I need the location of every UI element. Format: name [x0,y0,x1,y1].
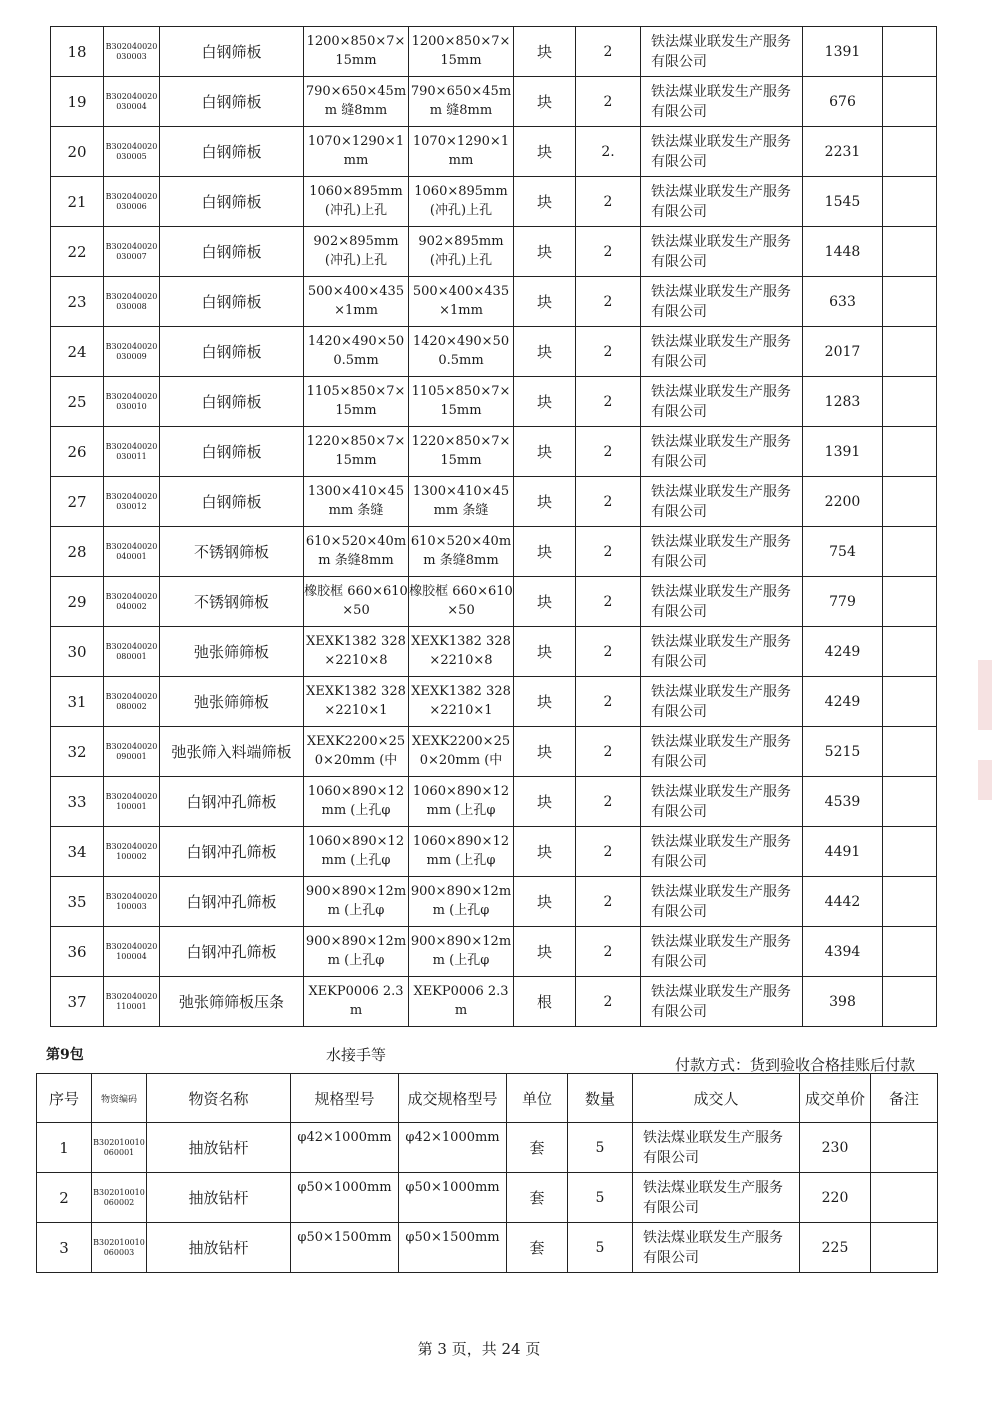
cell-seq: 35 [51,877,104,927]
cell-unit: 块 [514,527,576,577]
cell-spec: 610×520×40mm 条缝8mm [304,527,409,577]
items-table-continued [50,26,937,1027]
cell-note [883,977,937,1027]
cell-note [883,327,937,377]
cell-quantity: 2 [576,877,641,927]
cell-note [883,877,937,927]
cell-material-name: 白钢冲孔筛板 [160,827,304,877]
table-row [51,77,937,127]
cell-note [871,1173,938,1223]
cell-quantity: 2 [576,777,641,827]
cell-spec: 1060×895mm (冲孔)上孔 [304,177,409,227]
cell-material-name: 弛张筛筛板 [160,677,304,727]
cell-vendor: 铁法煤业联发生产服务有限公司 [641,927,803,977]
cell-quantity: 2 [576,977,641,1027]
cell-material-name: 白钢筛板 [160,77,304,127]
cell-spec: XEXK1382 328×2210×1 [304,677,409,727]
cell-vendor: 铁法煤业联发生产服务有限公司 [633,1173,800,1223]
cell-vendor: 铁法煤业联发生产服务有限公司 [641,577,803,627]
cell-deal-spec: 1060×890×12mm (上孔φ [409,827,514,877]
cell-vendor: 铁法煤业联发生产服务有限公司 [641,677,803,727]
cell-unit: 块 [514,327,576,377]
table-row [51,627,937,677]
cell-spec: 橡胶框 660×610×50 [304,577,409,627]
cell-seq: 2 [37,1173,92,1223]
table-row [51,927,937,977]
cell-material-code: B302040020040002 [104,577,160,627]
cell-spec: 1200×850×7×15mm [304,27,409,77]
cell-material-name: 白钢筛板 [160,227,304,277]
cell-unit: 套 [507,1123,568,1173]
cell-vendor: 铁法煤业联发生产服务有限公司 [633,1223,800,1273]
cell-unit: 块 [514,77,576,127]
cell-unit: 块 [514,127,576,177]
cell-unit: 块 [514,727,576,777]
cell-material-code: B302040020030012 [104,477,160,527]
payment-terms: 付款方式：货到验收合格挂账后付款 [674,1056,915,1074]
cell-material-code: B302010010060001 [92,1123,147,1173]
cell-deal-spec: XEXK1382 328×2210×1 [409,677,514,727]
cell-seq: 20 [51,127,104,177]
cell-seq: 32 [51,727,104,777]
cell-material-name: 白钢筛板 [160,327,304,377]
cell-material-name: 白钢筛板 [160,177,304,227]
cell-vendor: 铁法煤业联发生产服务有限公司 [641,977,803,1027]
cell-material-code: B302040020110001 [104,977,160,1027]
table-row [51,677,937,727]
cell-deal-spec: 1070×1290×1mm [409,127,514,177]
cell-quantity: 2 [576,627,641,677]
cell-material-code: B302040020090001 [104,727,160,777]
cell-quantity: 2 [576,77,641,127]
cell-material-name: 白钢冲孔筛板 [160,777,304,827]
cell-material-code: B302040020030006 [104,177,160,227]
cell-seq: 22 [51,227,104,277]
cell-deal-spec: XEXK2200×250×20mm (中 [409,727,514,777]
cell-unit-price: 398 [803,977,883,1027]
table-row [51,227,937,277]
cell-quantity: 5 [568,1223,633,1273]
cell-spec: φ50×1000mm [291,1173,399,1223]
cell-seq: 28 [51,527,104,577]
table-row [51,427,937,477]
cell-unit-price: 779 [803,577,883,627]
cell-spec: 902×895mm (冲孔)上孔 [304,227,409,277]
cell-quantity: 2 [576,227,641,277]
cell-deal-spec: 900×890×12mm (上孔φ [409,927,514,977]
cell-deal-spec: φ50×1500mm [399,1223,507,1273]
cell-unit: 块 [514,627,576,677]
cell-unit: 块 [514,777,576,827]
cell-seq: 27 [51,477,104,527]
cell-vendor: 铁法煤业联发生产服务有限公司 [641,377,803,427]
package-header [36,1042,937,1074]
cell-note [883,777,937,827]
scan-edge-mark [978,660,992,730]
cell-material-code: B302040020030007 [104,227,160,277]
cell-unit-price: 1545 [803,177,883,227]
cell-quantity: 2 [576,277,641,327]
cell-unit: 块 [514,677,576,727]
cell-material-code: B302010010060002 [92,1173,147,1223]
cell-deal-spec: φ42×1000mm [399,1123,507,1173]
cell-quantity: 5 [568,1123,633,1173]
table-row [51,477,937,527]
cell-quantity: 2 [576,477,641,527]
cell-spec: 1060×890×12mm (上孔φ [304,777,409,827]
cell-material-code: B302040020030010 [104,377,160,427]
cell-note [883,127,937,177]
cell-material-code: B302040020030004 [104,77,160,127]
cell-material-code: B302040020100002 [104,827,160,877]
cell-note [883,677,937,727]
cell-deal-spec: 橡胶框 660×610×50 [409,577,514,627]
cell-note [883,77,937,127]
table-row [51,177,937,227]
cell-unit-price: 4442 [803,877,883,927]
cell-seq: 29 [51,577,104,627]
cell-quantity: 2 [576,327,641,377]
package-title: 水接手等 [326,1046,387,1064]
cell-vendor: 铁法煤业联发生产服务有限公司 [641,727,803,777]
table-row [51,727,937,777]
cell-deal-spec: 1060×895mm (冲孔)上孔 [409,177,514,227]
cell-unit: 块 [514,427,576,477]
cell-seq: 30 [51,627,104,677]
table-row [51,877,937,927]
header-unit: 单位 [507,1074,568,1123]
header-code: 物资编码 [92,1074,147,1123]
cell-note [871,1123,938,1173]
cell-vendor: 铁法煤业联发生产服务有限公司 [641,777,803,827]
cell-deal-spec: 1420×490×50 0.5mm [409,327,514,377]
header-spec: 规格型号 [291,1074,399,1123]
cell-unit: 块 [514,277,576,327]
cell-material-code: B302040020030003 [104,27,160,77]
cell-unit: 块 [514,577,576,627]
cell-material-code: B302040020040001 [104,527,160,577]
cell-material-code: B302040020030005 [104,127,160,177]
cell-deal-spec: 500×400×435×1mm [409,277,514,327]
cell-seq: 23 [51,277,104,327]
cell-quantity: 2. [576,127,641,177]
cell-material-name: 弛张筛筛板压条 [160,977,304,1027]
cell-material-name: 白钢冲孔筛板 [160,877,304,927]
table-row [51,977,937,1027]
cell-vendor: 铁法煤业联发生产服务有限公司 [641,277,803,327]
cell-unit-price: 633 [803,277,883,327]
cell-note [883,577,937,627]
cell-material-code: B302040020100001 [104,777,160,827]
cell-note [883,227,937,277]
cell-quantity: 2 [576,177,641,227]
cell-unit: 块 [514,477,576,527]
cell-material-name: 弛张筛筛板 [160,627,304,677]
cell-material-name: 白钢筛板 [160,377,304,427]
cell-unit-price: 1283 [803,377,883,427]
cell-spec: 1060×890×12mm (上孔φ [304,827,409,877]
cell-deal-spec: 1220×850×7×15mm [409,427,514,477]
cell-unit: 块 [514,27,576,77]
cell-quantity: 2 [576,427,641,477]
cell-seq: 37 [51,977,104,1027]
cell-unit: 套 [507,1173,568,1223]
cell-deal-spec: 1200×850×7×15mm [409,27,514,77]
cell-material-code: B302040020100004 [104,927,160,977]
cell-note [871,1223,938,1273]
cell-seq: 25 [51,377,104,427]
cell-quantity: 5 [568,1173,633,1223]
table-row [51,277,937,327]
cell-spec: 1300×410×45mm 条缝 [304,477,409,527]
cell-material-code: B302040020080002 [104,677,160,727]
cell-spec: 790×650×45mm 缝8mm [304,77,409,127]
cell-seq: 33 [51,777,104,827]
header-seq: 序号 [37,1074,92,1123]
cell-note [883,527,937,577]
cell-quantity: 2 [576,827,641,877]
cell-material-name: 不锈钢筛板 [160,527,304,577]
cell-deal-spec: 610×520×40mm 条缝8mm [409,527,514,577]
cell-unit-price: 1391 [803,427,883,477]
table-row [51,27,937,77]
table-row [51,327,937,377]
cell-vendor: 铁法煤业联发生产服务有限公司 [641,77,803,127]
cell-material-name: 白钢筛板 [160,127,304,177]
cell-deal-spec: 900×890×12mm (上孔φ [409,877,514,927]
cell-material-name: 白钢筛板 [160,427,304,477]
cell-quantity: 2 [576,527,641,577]
cell-vendor: 铁法煤业联发生产服务有限公司 [641,827,803,877]
page-number: 第 3 页，共 24 页 [417,1340,541,1358]
cell-unit-price: 4539 [803,777,883,827]
cell-deal-spec: 1060×890×12mm (上孔φ [409,777,514,827]
cell-material-name: 弛张筛入料端筛板 [160,727,304,777]
cell-quantity: 2 [576,577,641,627]
cell-seq: 34 [51,827,104,877]
cell-deal-spec: XEKP0006 2.3m [409,977,514,1027]
cell-material-name: 白钢筛板 [160,277,304,327]
cell-vendor: 铁法煤业联发生产服务有限公司 [641,177,803,227]
table-row [51,527,937,577]
cell-material-code: B302040020030011 [104,427,160,477]
table-row [51,577,937,627]
table-row [37,1123,938,1173]
cell-note [883,477,937,527]
cell-note [883,277,937,327]
cell-material-name: 抽放钻杆 [147,1123,291,1173]
cell-spec: 1105×850×7×15mm [304,377,409,427]
table-row [51,777,937,827]
cell-note [883,427,937,477]
cell-unit-price: 2017 [803,327,883,377]
cell-vendor: 铁法煤业联发生产服务有限公司 [641,327,803,377]
cell-quantity: 2 [576,727,641,777]
cell-unit: 块 [514,927,576,977]
cell-deal-spec: 1105×850×7×15mm [409,377,514,427]
cell-material-name: 抽放钻杆 [147,1223,291,1273]
cell-quantity: 2 [576,927,641,977]
cell-unit-price: 1391 [803,27,883,77]
cell-seq: 24 [51,327,104,377]
table-header-row [37,1074,938,1123]
cell-material-name: 不锈钢筛板 [160,577,304,627]
cell-spec: 1220×850×7×15mm [304,427,409,477]
cell-note [883,627,937,677]
table-row [37,1173,938,1223]
cell-deal-spec: 790×650×45mm 缝8mm [409,77,514,127]
cell-unit-price: 4249 [803,677,883,727]
cell-unit-price: 754 [803,527,883,577]
cell-material-name: 抽放钻杆 [147,1173,291,1223]
cell-material-name: 白钢筛板 [160,477,304,527]
package-label: 第9包 [46,1047,84,1063]
cell-vendor: 铁法煤业联发生产服务有限公司 [641,27,803,77]
cell-unit-price: 220 [800,1173,871,1223]
cell-unit-price: 676 [803,77,883,127]
cell-seq: 3 [37,1223,92,1273]
cell-quantity: 2 [576,677,641,727]
cell-spec: 500×400×435×1mm [304,277,409,327]
cell-spec: 1420×490×50 0.5mm [304,327,409,377]
cell-material-code: B302040020080001 [104,627,160,677]
cell-unit: 块 [514,227,576,277]
cell-unit: 块 [514,877,576,927]
cell-quantity: 2 [576,27,641,77]
cell-deal-spec: XEXK1382 328×2210×8 [409,627,514,677]
cell-spec: φ50×1500mm [291,1223,399,1273]
cell-vendor: 铁法煤业联发生产服务有限公司 [633,1123,800,1173]
cell-vendor: 铁法煤业联发生产服务有限公司 [641,627,803,677]
cell-note [883,377,937,427]
cell-spec: 1070×1290×1mm [304,127,409,177]
cell-vendor: 铁法煤业联发生产服务有限公司 [641,427,803,477]
cell-deal-spec: 1300×410×45mm 条缝 [409,477,514,527]
cell-unit-price: 2231 [803,127,883,177]
header-name: 物资名称 [147,1074,291,1123]
table-row [51,377,937,427]
cell-spec: XEXK2200×250×20mm (中 [304,727,409,777]
cell-material-code: B302040020030009 [104,327,160,377]
table-row [51,127,937,177]
cell-unit: 套 [507,1223,568,1273]
cell-spec: φ42×1000mm [291,1123,399,1173]
cell-spec: XEXK1382 328×2210×8 [304,627,409,677]
cell-seq: 19 [51,77,104,127]
cell-unit: 根 [514,977,576,1027]
header-deal-spec: 成交规格型号 [399,1074,507,1123]
cell-spec: 900×890×12mm (上孔φ [304,877,409,927]
cell-unit-price: 225 [800,1223,871,1273]
cell-note [883,727,937,777]
cell-seq: 31 [51,677,104,727]
cell-quantity: 2 [576,377,641,427]
cell-unit: 块 [514,177,576,227]
table-row [51,827,937,877]
cell-unit-price: 230 [800,1123,871,1173]
cell-vendor: 铁法煤业联发生产服务有限公司 [641,127,803,177]
cell-seq: 36 [51,927,104,977]
cell-note [883,927,937,977]
cell-note [883,827,937,877]
cell-vendor: 铁法煤业联发生产服务有限公司 [641,527,803,577]
cell-seq: 26 [51,427,104,477]
cell-material-code: B302040020100003 [104,877,160,927]
package-9-table [36,1073,938,1273]
cell-material-name: 白钢冲孔筛板 [160,927,304,977]
cell-seq: 1 [37,1123,92,1173]
cell-material-code: B302040020030008 [104,277,160,327]
header-note: 备注 [871,1074,938,1123]
cell-note [883,27,937,77]
cell-unit-price: 4491 [803,827,883,877]
cell-material-code: B302010010060003 [92,1223,147,1273]
cell-unit: 块 [514,827,576,877]
cell-seq: 21 [51,177,104,227]
cell-vendor: 铁法煤业联发生产服务有限公司 [641,227,803,277]
cell-deal-spec: φ50×1000mm [399,1173,507,1223]
cell-deal-spec: 902×895mm (冲孔)上孔 [409,227,514,277]
cell-unit-price: 5215 [803,727,883,777]
cell-note [883,177,937,227]
cell-spec: 900×890×12mm (上孔φ [304,927,409,977]
cell-material-name: 白钢筛板 [160,27,304,77]
scan-edge-mark [978,760,992,800]
header-price: 成交单价 [800,1074,871,1123]
cell-vendor: 铁法煤业联发生产服务有限公司 [641,877,803,927]
cell-spec: XEKP0006 2.3m [304,977,409,1027]
cell-unit-price: 1448 [803,227,883,277]
header-qty: 数量 [568,1074,633,1123]
header-vendor: 成交人 [633,1074,800,1123]
cell-unit: 块 [514,377,576,427]
cell-vendor: 铁法煤业联发生产服务有限公司 [641,477,803,527]
table-row [37,1223,938,1273]
cell-unit-price: 4249 [803,627,883,677]
cell-seq: 18 [51,27,104,77]
cell-unit-price: 2200 [803,477,883,527]
cell-unit-price: 4394 [803,927,883,977]
